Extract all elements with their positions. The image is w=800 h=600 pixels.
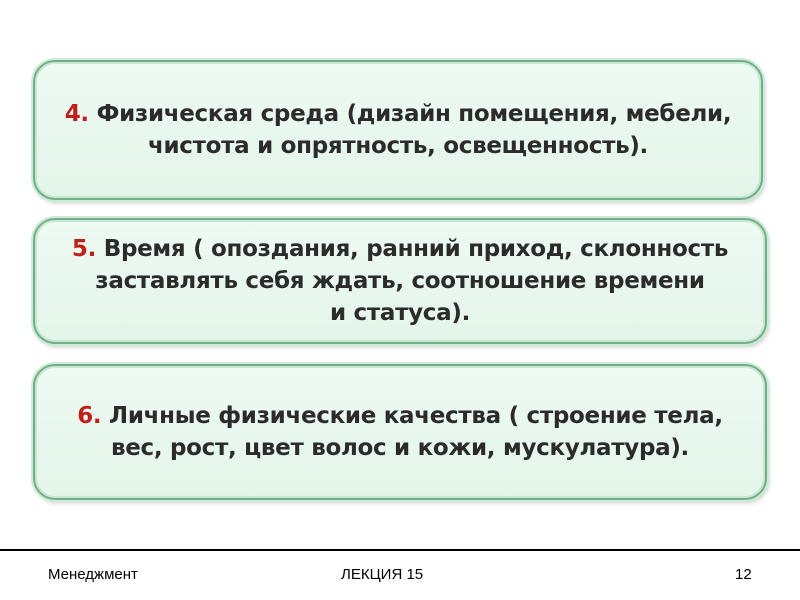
footer-page-number: 12 (735, 566, 752, 583)
card-text (65, 98, 732, 162)
item-number: 6. (77, 403, 102, 429)
item-number: 4. (64, 101, 89, 127)
footer-divider (0, 549, 800, 551)
card-text (77, 400, 723, 464)
card-physical-environment (33, 60, 763, 200)
item-text: Личные физические качества ( строение тела, вес, рост, цвет волос и кожи, мускулатура). (109, 403, 723, 461)
item-text: Время ( опоздания, ранний приход, склонность заставлять себя ждать, соотношение времени и статуса). (95, 236, 729, 326)
card-text (72, 233, 728, 329)
item-number: 5. (71, 236, 97, 262)
item-text: Физическая среда (дизайн помещения, мебели, чистота и опрятность, освещенность). (96, 101, 732, 159)
footer-course-title: Менеджмент (48, 566, 138, 583)
card-personal-qualities (33, 364, 767, 500)
card-time (33, 218, 767, 344)
footer-lecture-label: ЛЕКЦИЯ 15 (341, 566, 424, 583)
